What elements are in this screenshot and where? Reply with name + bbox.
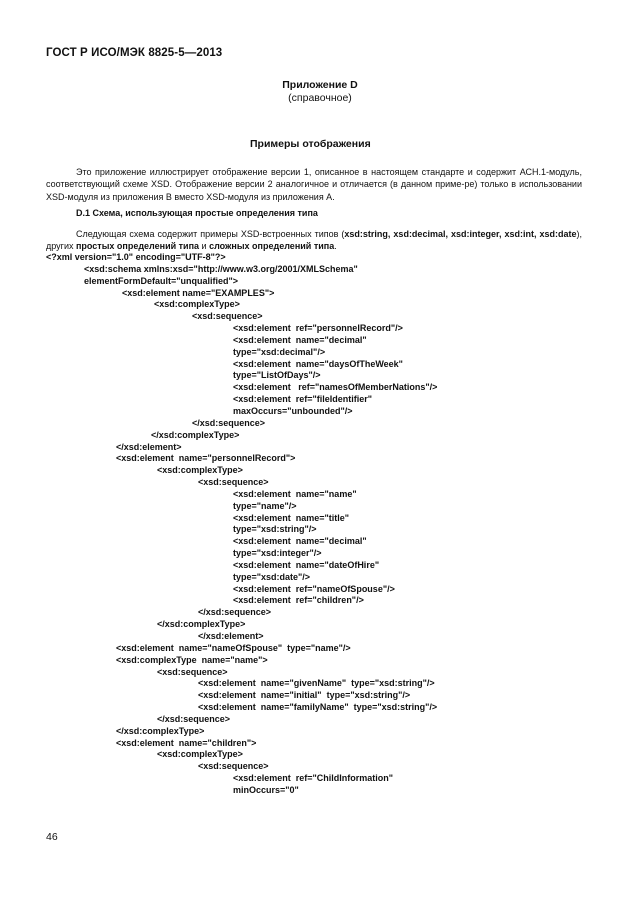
code-line: <xsd:complexType>: [157, 465, 243, 476]
subsection-heading: D.1 Схема, использующая простые определения типа: [76, 208, 318, 218]
code-line: type="xsd:decimal"/>: [233, 346, 326, 357]
code-line: <xsd:element name="personnelRecord">: [116, 453, 296, 464]
code-line: type="ListOfDays"/>: [233, 370, 321, 381]
page-number: 46: [46, 831, 58, 843]
code-line: minOccurs="0": [233, 784, 299, 795]
complex-types-term: сложных определений типа: [209, 241, 335, 252]
section-title: Примеры отображения: [250, 138, 371, 150]
code-line: </xsd:complexType>: [151, 429, 240, 440]
schema-paragraph: [46, 228, 582, 253]
code-line: maxOccurs="unbounded"/>: [233, 405, 353, 416]
code-line: <xsd:element ref="children"/>: [233, 595, 364, 606]
document-header: ГОСТ Р ИСО/МЭК 8825-5—2013: [46, 47, 223, 59]
code-line: <xsd:element name="nameOfSpouse" type="name"/>: [116, 642, 351, 653]
code-line: <xsd:element name="initial" type="xsd:string"/>: [198, 690, 411, 701]
code-line: </xsd:element>: [116, 441, 182, 452]
code-line: <xsd:element name="decimal": [233, 334, 367, 345]
code-line: <xsd:element ref="personnelRecord"/>: [233, 323, 403, 334]
code-line: <xsd:element ref="nameOfSpouse"/>: [233, 583, 395, 594]
builtin-types: xsd:string, xsd:decimal, xsd:integer, xsd:int, xsd:date: [344, 229, 577, 239]
intro-paragraph: Это приложение иллюстрирует отображение версии 1, описанное в настоящем стандарте и содержит АСН.1-модуль, соответствующий схеме XSD. Отображение версии 2 аналогичное и отличается (в данном приме-ре) только в использовании XSD-модуля из приложения B вместо XSD-модуля из приложения А.: [46, 167, 582, 202]
code-line: </xsd:sequence>: [157, 713, 231, 724]
code-line: <?xml version="1.0" encoding="UTF-8"?>: [46, 252, 226, 262]
schema-paragraph-part1: Следующая схема содержит примеры XSD-встроенных типов (: [76, 229, 345, 239]
code-line: <xsd:complexType name="name">: [116, 654, 268, 665]
code-line: </xsd:sequence>: [192, 417, 266, 428]
code-line: <xsd:sequence>: [198, 477, 269, 488]
code-line: <xsd:sequence>: [192, 311, 263, 322]
code-line: </xsd:complexType>: [157, 619, 246, 630]
simple-types-term: простых определений типа: [75, 241, 200, 252]
code-line: type="xsd:integer"/>: [233, 548, 322, 559]
code-line: <xsd:sequence>: [198, 761, 269, 772]
code-line: type="xsd:string"/>: [233, 524, 317, 535]
code-line: <xsd:complexType>: [157, 749, 243, 760]
code-line: elementFormDefault="unqualified">: [84, 275, 239, 286]
schema-paragraph-part4: .: [334, 241, 337, 252]
code-line: <xsd:element name="daysOfTheWeek": [233, 358, 403, 369]
code-line: <xsd:sequence>: [157, 666, 228, 677]
appendix-subtitle: (справочное): [288, 92, 352, 104]
code-line: <xsd:element name="decimal": [233, 536, 367, 547]
code-line: </xsd:sequence>: [198, 607, 272, 618]
code-line: <xsd:element ref="namesOfMemberNations"/>: [233, 382, 438, 393]
schema-paragraph-part3: и: [199, 241, 210, 252]
code-line: <xsd:element name="familyName" type="xsd:string"/>: [198, 702, 438, 713]
code-line: <xsd:element name="dateOfHire": [233, 559, 380, 570]
code-line: <xsd:element name="name": [233, 488, 357, 499]
code-line: <xsd:element ref="fileIdentifier": [233, 394, 373, 405]
xml-code-listing: [46, 252, 437, 797]
code-line: <xsd:element name="title": [233, 512, 350, 523]
code-line: type="name"/>: [233, 500, 297, 511]
code-line: </xsd:complexType>: [116, 725, 205, 736]
code-line: <xsd:element name="givenName" type="xsd:string"/>: [198, 678, 435, 689]
code-line: <xsd:element ref="ChildInformation": [233, 773, 394, 784]
appendix-title: Приложение D: [282, 79, 358, 91]
code-line: </xsd:element>: [198, 631, 264, 641]
code-line: <xsd:element name="children">: [116, 737, 257, 748]
code-line: <xsd:element name="EXAMPLES">: [122, 287, 275, 298]
code-line: <xsd:schema xmlns:xsd="http://www.w3.org/2001/XMLSchema": [84, 263, 358, 274]
code-line: type="xsd:date"/>: [233, 571, 311, 582]
code-line: <xsd:complexType>: [154, 299, 240, 310]
schema-paragraph-part2: ), других: [46, 229, 582, 252]
